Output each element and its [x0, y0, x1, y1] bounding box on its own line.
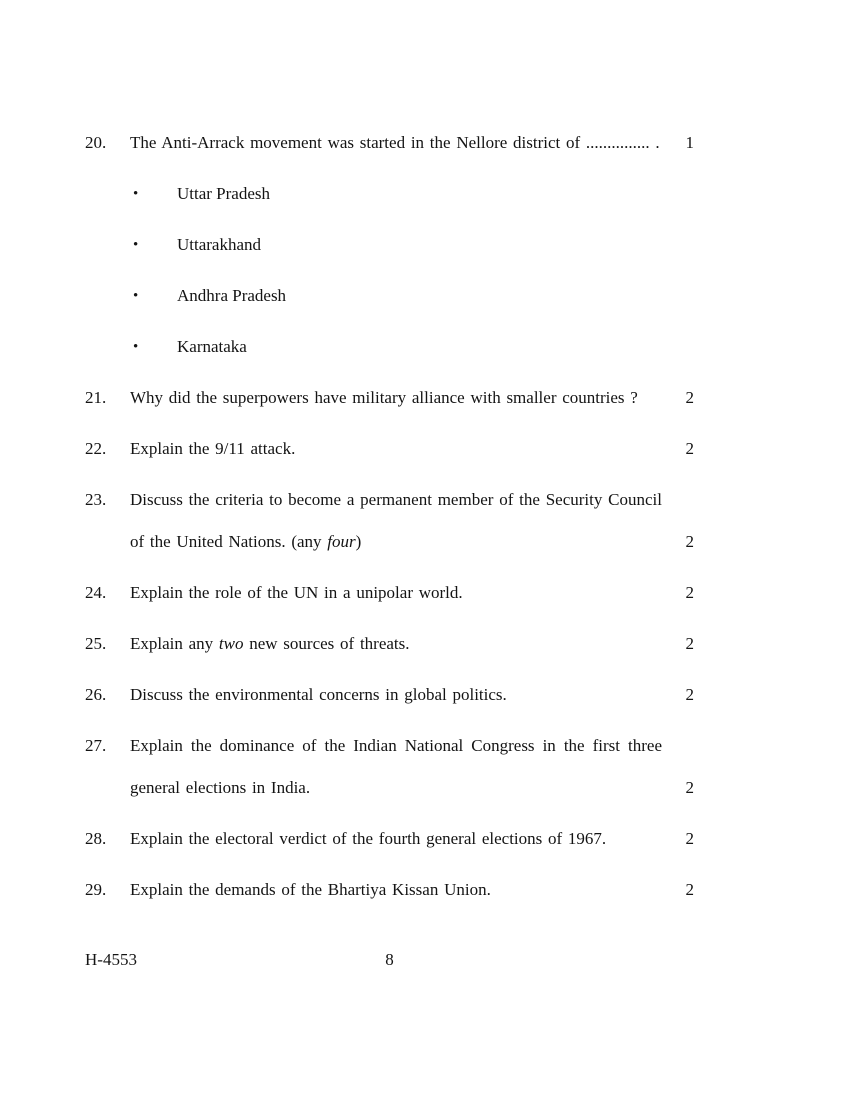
question-text-segment: Explain the role of the UN in a unipolar world.: [130, 583, 463, 602]
question-text-italic: four: [327, 532, 356, 551]
question-row: [85, 869, 694, 911]
question-number: 24.: [85, 583, 107, 602]
question-text: [130, 122, 676, 164]
question-text-segment: Discuss the criteria to become a permanent member of the Security Council of the United Nations. (any: [130, 490, 662, 551]
question-number: 23.: [85, 490, 107, 509]
question-row: [85, 122, 694, 164]
paper-code: H-4553: [85, 950, 137, 969]
questions-list: [85, 122, 694, 911]
question-text-italic: two: [218, 634, 244, 653]
question-row: [85, 725, 694, 809]
question-row: [85, 623, 694, 665]
question-row: [85, 674, 694, 716]
question-text: [130, 818, 676, 860]
page-number: 8: [385, 950, 394, 969]
question-number: 20.: [85, 133, 107, 152]
question-text: [130, 572, 676, 614]
question-text-segment: Why did the superpowers have military alliance with smaller countries ?: [130, 388, 638, 407]
question-text: [130, 674, 676, 716]
question-text: [130, 869, 676, 911]
question-marks: 2: [685, 778, 694, 797]
question-text-segment: The Anti-Arrack movement was started in the Nellore district of ............... .: [130, 133, 660, 152]
option-label: Karnataka: [177, 337, 247, 356]
question-marks: 1: [685, 133, 694, 152]
question-text: [130, 623, 676, 665]
question-number: 29.: [85, 880, 107, 899]
option-label: Uttar Pradesh: [177, 184, 271, 203]
question-marks: 2: [685, 439, 694, 458]
question-text-segment: ): [355, 532, 362, 551]
option-item: [133, 275, 694, 317]
option-item: [133, 173, 694, 215]
bullet-icon: •: [133, 339, 139, 355]
question-text-segment: Explain the dominance of the Indian National Congress in the first three general elections in India.: [130, 736, 662, 797]
question-text-segment: new sources of threats.: [243, 634, 410, 653]
question-text-segment: Discuss the environmental concerns in global politics.: [130, 685, 507, 704]
question-row: [85, 479, 694, 563]
question-text-segment: Explain the demands of the Bhartiya Kissan Union.: [130, 880, 491, 899]
question-text-segment: Explain any: [130, 634, 219, 653]
question-row: [85, 428, 694, 470]
question-marks: 2: [685, 634, 694, 653]
bullet-icon: •: [133, 186, 139, 202]
question-row: [85, 572, 694, 614]
question-number: 25.: [85, 634, 107, 653]
question-marks: 2: [685, 685, 694, 704]
question-text: [130, 725, 676, 809]
question-number: 21.: [85, 388, 107, 407]
question-number: 26.: [85, 685, 107, 704]
question-marks: 2: [685, 880, 694, 899]
question-number: 22.: [85, 439, 107, 458]
question-row: [85, 377, 694, 419]
question-number: 27.: [85, 736, 107, 755]
question-number: 28.: [85, 829, 107, 848]
question-marks: 2: [685, 532, 694, 551]
question-marks: 2: [685, 583, 694, 602]
question-text-segment: Explain the 9/11 attack.: [130, 439, 296, 458]
option-label: Andhra Pradesh: [177, 286, 287, 305]
bullet-icon: •: [133, 237, 139, 253]
question-text-segment: Explain the electoral verdict of the fourth general elections of 1967.: [130, 829, 607, 848]
question-text: [130, 377, 676, 419]
option-label: Uttarakhand: [177, 235, 262, 254]
question-row: [85, 818, 694, 860]
option-item: [133, 224, 694, 266]
page-footer: [85, 939, 694, 981]
question-text: [130, 428, 676, 470]
question-marks: 2: [685, 388, 694, 407]
question-text: [130, 479, 676, 563]
option-item: [133, 326, 694, 368]
bullet-icon: •: [133, 288, 139, 304]
question-marks: 2: [685, 829, 694, 848]
